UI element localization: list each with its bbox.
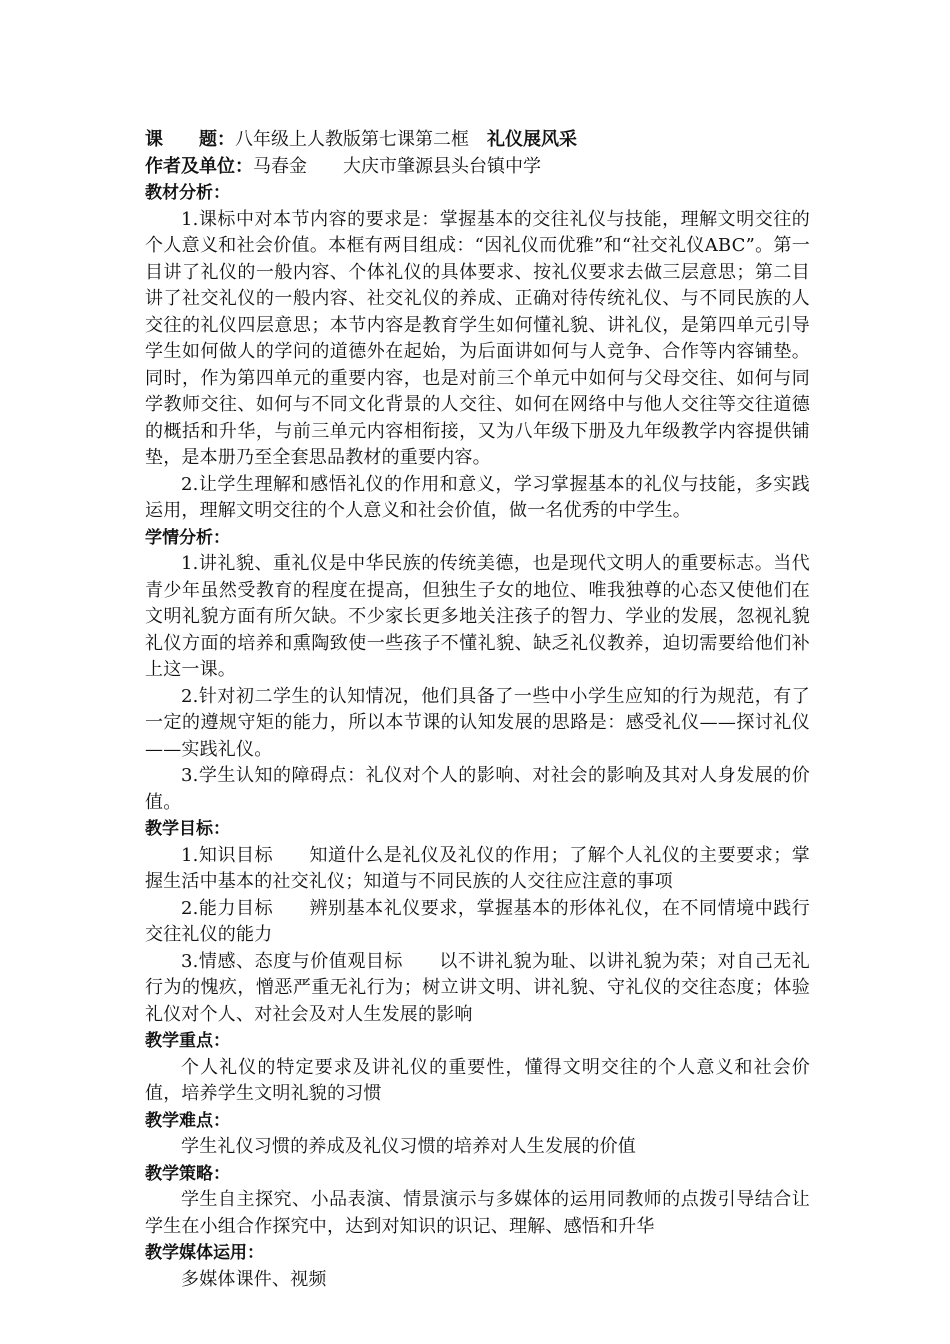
goal-knowledge-label: 1.知识目标 [181, 844, 274, 866]
goal-ability-text: 辨别基本礼仪要求，掌握基本的形体礼仪，在不同情境中践行交往礼仪的能力 [145, 897, 811, 945]
goal-attitude-text: 以不讲礼貌为耻、以讲礼貌为荣；对自己无礼行为的愧疚，憎恶严重无礼行为；树立讲文明、讲礼貌、守礼仪的交往态度；体验礼仪对个人、对社会及对人生发展的影响 [145, 950, 810, 1025]
strategy-paragraph: 学生自主探究、小品表演、情景演示与多媒体的运用同教师的点拨引导结合让学生在小组合作探究中，达到对知识的识记、理解、感悟和升华 [145, 1189, 810, 1237]
goal-attitude-label: 3.情感、态度与价值观目标 [181, 950, 403, 972]
material-paragraph-1: 1.课标中对本节内容的要求是：掌握基本的交往礼仪与技能，理解文明交往的个人意义和社会价值。本框有两目组成：“因礼仪而优雅”和“社交礼仪ABC”。第一目讲了礼仪的一般内容、个体礼仪的具体要求、按礼仪要求去做三层意思；第二目讲了社交礼仪的一般内容、社交礼仪的养成、正确对待传统礼仪、与不同民族的人交往的礼仪四层意思；本节内容是教育学生如何懂礼貌、讲礼仪，是第四单元引导学生如何做人的学问的道德外在起始，为后面讲如何与人竞争、合作等内容铺垫。同时，作为第四单元的重要内容，也是对前三个单元中如何与父母交往、如何与同学教师交往、如何与不同文化背景的人交往、如何在网络中与他人交往等交往道德的概括和升华，与前三单元内容相衔接，又为八年级下册及九年级教学内容提供铺垫，是本册乃至全套思品教材的重要内容。 [145, 208, 810, 468]
author-name: 马春金 [253, 155, 307, 177]
goal-knowledge-text: 知道什么是礼仪及礼仪的作用；了解个人礼仪的主要要求；掌握生活中基本的社交礼仪；知道与不同民族的人交往应注意的事项 [145, 844, 811, 892]
focus-paragraph: 个人礼仪的特定要求及讲礼仪的重要性，懂得文明交往的个人意义和社会价值，培养学生文明礼貌的习惯 [145, 1056, 810, 1104]
goal-ability-label: 2.能力目标 [181, 897, 274, 919]
students-paragraph-3: 3.学生认知的障碍点：礼仪对个人的影响、对社会的影响及其对人身发展的价值。 [145, 765, 810, 813]
course-label: 课 题： [145, 129, 235, 150]
difficulty-paragraph: 学生礼仪习惯的养成及礼仪习惯的培养对人生发展的价值 [181, 1136, 636, 1157]
course-text: 八年级上人教版第七课第二框 [235, 129, 469, 150]
focus-heading: 教学重点： [145, 1031, 230, 1051]
goal-attitude [145, 949, 810, 1029]
material-paragraph-2: 2.让学生理解和感悟礼仪的作用和意义，学习掌握基本的礼仪与技能，多实践运用，理解文明交往的个人意义和社会价值，做一名优秀的中学生。 [145, 473, 810, 521]
difficulty-heading: 教学难点： [145, 1110, 230, 1131]
author-unit: 大庆市肇源县头台镇中学 [343, 155, 541, 177]
author-label: 作者及单位： [145, 155, 253, 177]
students-paragraph-1: 1.讲礼貌、重礼仪是中华民族的传统美德，也是现代文明人的重要标志。当代青少年虽然受教育的程度在提高，但独生子女的地位、唯我独尊的心态又使他们在文明礼貌方面有所欠缺。不少家长更多地关注孩子的智力、学业的发展，忽视礼貌礼仪方面的培养和熏陶致使一些孩子不懂礼貌、缺乏礼仪教养，迫切需要给他们补上这一课。 [145, 553, 810, 680]
goal-knowledge [145, 843, 810, 896]
course-line [145, 127, 810, 154]
author-line [145, 154, 810, 181]
students-paragraph-2: 2.针对初二学生的认知情况，他们具备了一些中小学生应知的行为规范，有了一定的遵规守矩的能力，所以本节课的认知发展的思路是：感受礼仪——探讨礼仪——实践礼仪。 [145, 685, 810, 760]
students-heading: 学情分析： [145, 527, 230, 548]
course-title: 礼仪展风采 [487, 129, 577, 150]
document-body [145, 127, 810, 1293]
media-paragraph: 多媒体课件、视频 [181, 1268, 327, 1290]
goals-heading: 教学目标： [145, 819, 230, 839]
goal-ability [145, 896, 810, 949]
media-heading: 教学媒体运用： [145, 1243, 264, 1263]
strategy-heading: 教学策略： [145, 1163, 230, 1184]
material-heading: 教材分析： [145, 183, 230, 203]
